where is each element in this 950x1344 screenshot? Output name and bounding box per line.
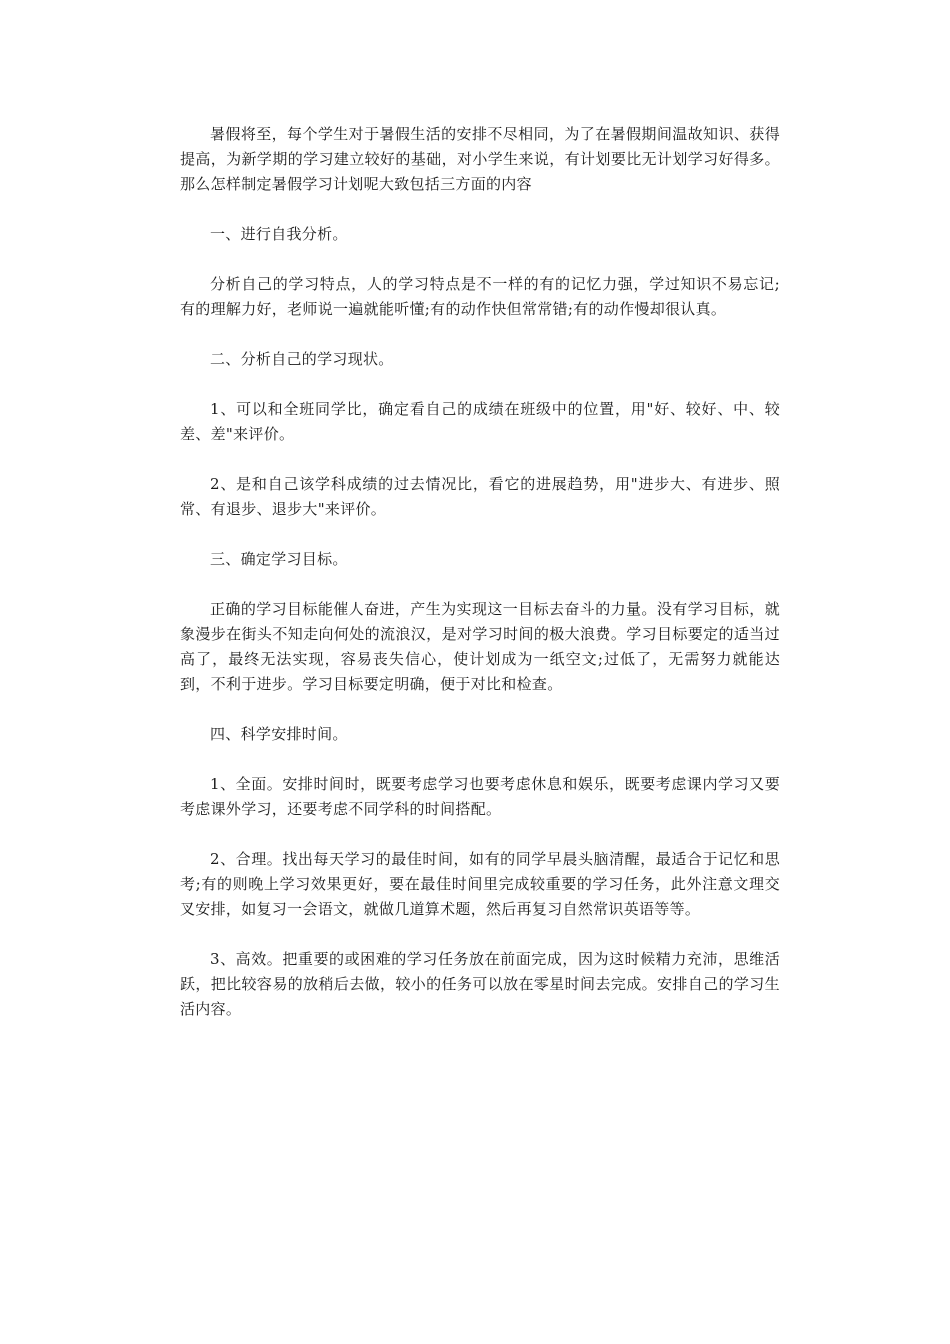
section-heading-2: 二、分析自己的学习现状。	[210, 350, 394, 368]
intro-paragraph: 暑假将至，每个学生对于暑假生活的安排不尽相同，为了在暑假期间温故知识、获得提高，为新学期的学习建立较好的基础，对小学生来说，有计划要比无计划学习好得多。那么怎样制定暑假学习计划呢大致包括三方面的内容	[180, 125, 780, 193]
section-2-item-2: 2、是和自己该学科成绩的过去情况比，看它的进展趋势，用"进步大、有进步、照常、有退步、退步大"来评价。	[180, 475, 780, 518]
section-1-paragraph: 分析自己的学习特点，人的学习特点是不一样的有的记忆力强，学过知识不易忘记;有的理解力好，老师说一遍就能听懂;有的动作快但常常错;有的动作慢却很认真。	[180, 275, 780, 318]
section-3-paragraph: 正确的学习目标能催人奋进，产生为实现这一目标去奋斗的力量。没有学习目标，就象漫步在街头不知走向何处的流浪汉，是对学习时间的极大浪费。学习目标要定的适当过高了，最终无法实现，容易丧失信心，使计划成为一纸空文;过低了，无需努力就能达到，不利于进步。学习目标要定明确，便于对比和检查。	[180, 600, 780, 693]
section-2-item-1: 1、可以和全班同学比，确定看自己的成绩在班级中的位置，用"好、较好、中、较差、差"来评价。	[180, 400, 780, 443]
document-body	[180, 122, 780, 1047]
section-heading-4: 四、科学安排时间。	[210, 725, 348, 743]
section-4-item-3: 3、高效。把重要的或困难的学习任务放在前面完成，因为这时候精力充沛，思维活跃，把比较容易的放稍后去做，较小的任务可以放在零星时间去完成。安排自己的学习生活内容。	[180, 950, 780, 1018]
section-4-item-2: 2、合理。找出每天学习的最佳时间，如有的同学早晨头脑清醒，最适合于记忆和思考;有的则晚上学习效果更好，要在最佳时间里完成较重要的学习任务，此外注意文理交叉安排，如复习一会语文，就做几道算术题，然后再复习自然常识英语等等。	[180, 850, 780, 918]
section-heading-1: 一、进行自我分析。	[210, 225, 348, 243]
section-heading-3: 三、确定学习目标。	[210, 550, 348, 568]
section-4-item-1: 1、全面。安排时间时，既要考虑学习也要考虑休息和娱乐，既要考虑课内学习又要考虑课外学习，还要考虑不同学科的时间搭配。	[180, 775, 780, 818]
